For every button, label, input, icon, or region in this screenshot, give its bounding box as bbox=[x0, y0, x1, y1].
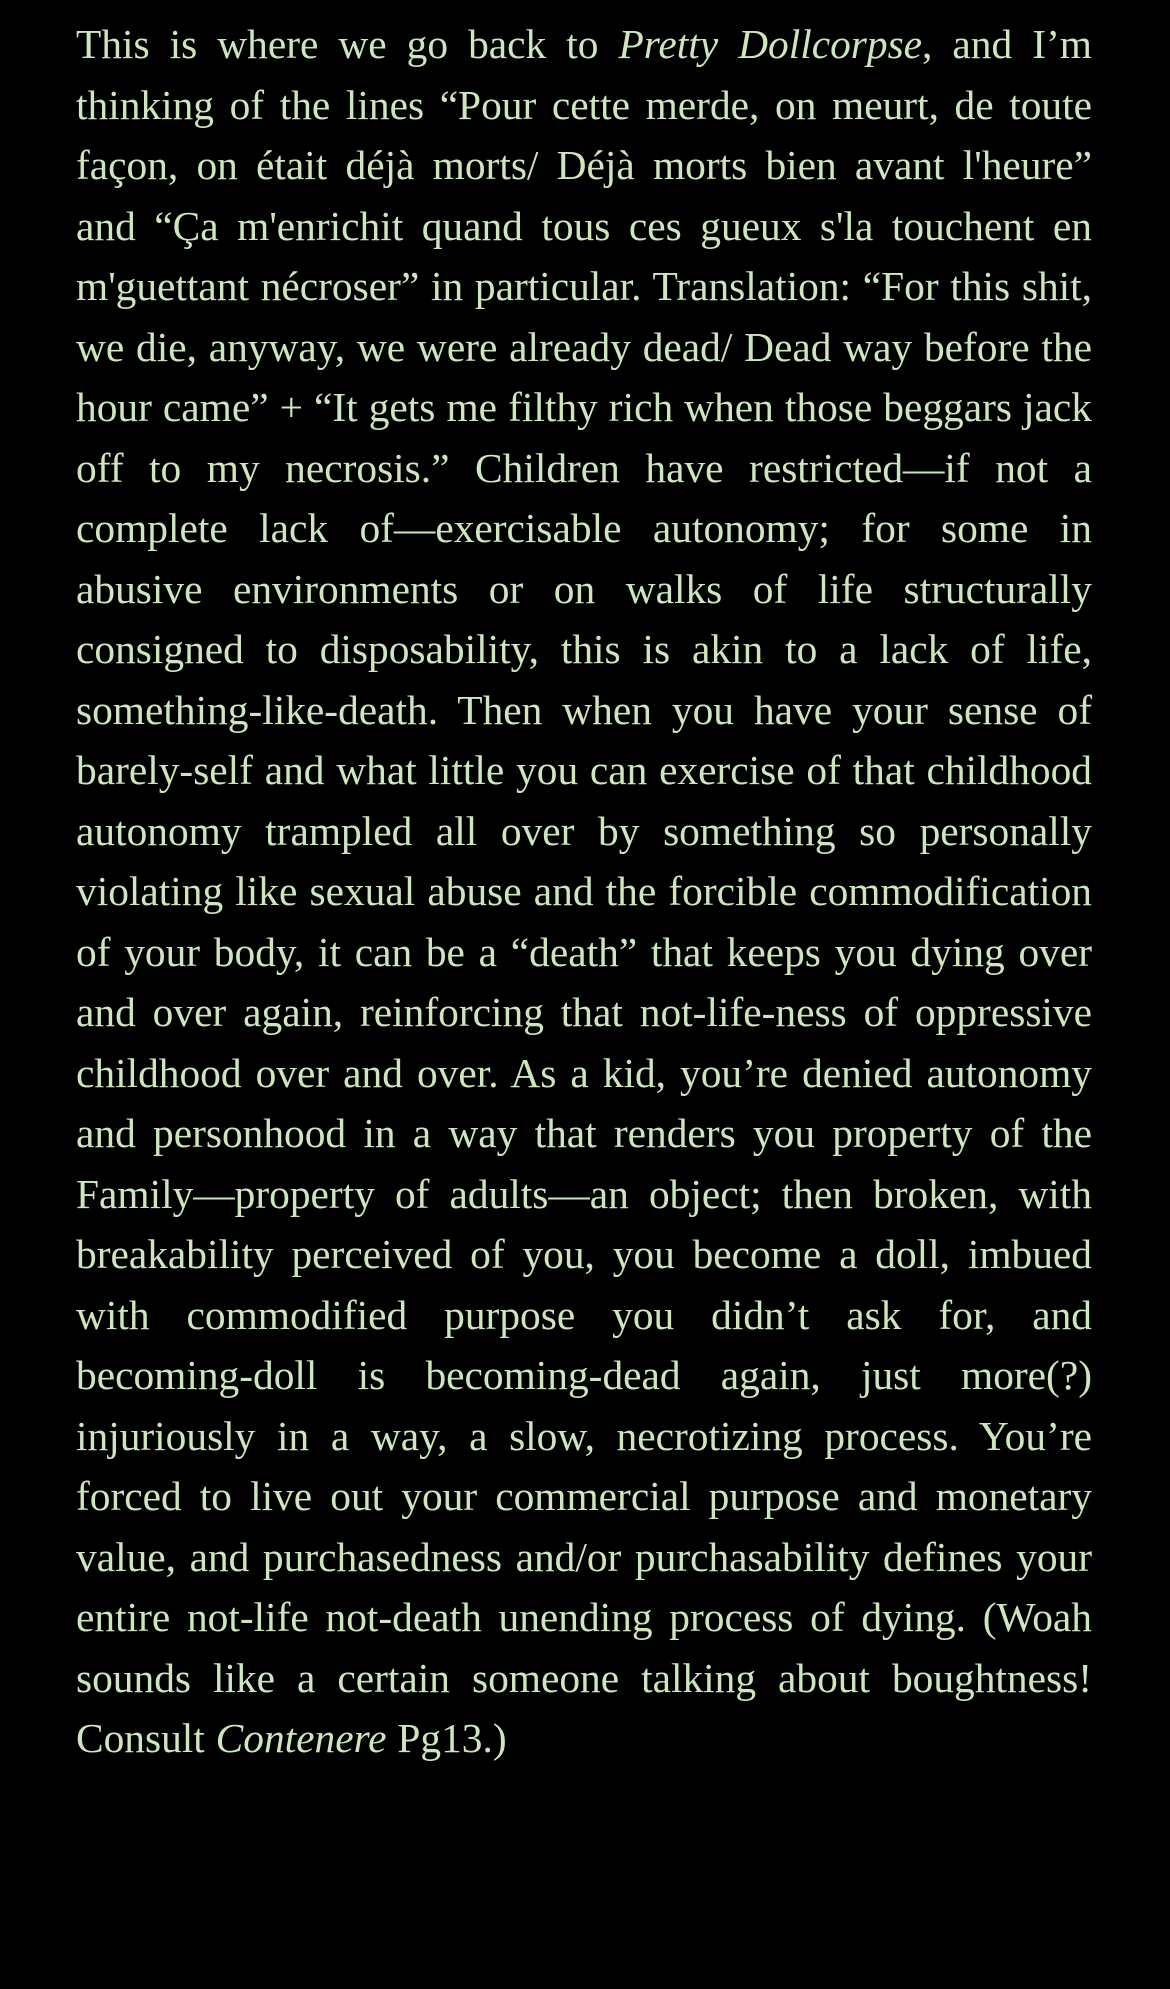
paragraph-text-part-1: This is where we go back to bbox=[76, 21, 619, 67]
italic-title-contenere: Contenere bbox=[215, 1715, 387, 1761]
paragraph-text-part-2: , and I’m thinking of the lines “Pour cette merde, on meurt, de toute façon, on était déjà morts/ Déjà morts bien avant l'heure” and “Ça m'enrichit quand tous ces gueux s'la touchent en m'guettant nécroser” in particular. Translation: “For this shit, we die, anyway, we were already dead/ Dead way before the hour came” + “It gets me filthy rich when those beggars jack off to my necrosis.” Children have restricted—if not a complete lack of—exercisable autonomy; for some in abusive environments or on walks of life structurally consigned to disposability, this is akin to a lack of life, something-like-death. Then when you have your sense of barely-self and what little you can exercise of that childhood autonomy trampled all over by something so personally violating like sexual abuse and the forcible commodification of your body, it can be a “death” that keeps you dying over and over again, reinforcing that not-life-ness of oppressive childhood over and over. As a kid, you’re denied autonomy and personhood in a way that renders you property of the Family—property of adults—an object; then broken, with breakability perceived of you, you become a doll, imbued with commodified purpose you didn’t ask for, and becoming-doll is becoming-dead again, just more(?) injuriously in a way, a slow, necrotizing process. You’re forced to live out your commercial purpose and monetary value, and purchasedness and/or purchasability defines your entire not-life not-death unending process of dying. (Woah sounds like a certain someone talking about boughtness! Consult bbox=[76, 21, 1092, 1761]
paragraph-text-part-3: Pg13.) bbox=[386, 1715, 507, 1761]
body-paragraph bbox=[76, 14, 1092, 1769]
document-page bbox=[76, 14, 1092, 1769]
italic-title-pretty-dollcorpse: Pretty Dollcorpse bbox=[618, 21, 923, 67]
